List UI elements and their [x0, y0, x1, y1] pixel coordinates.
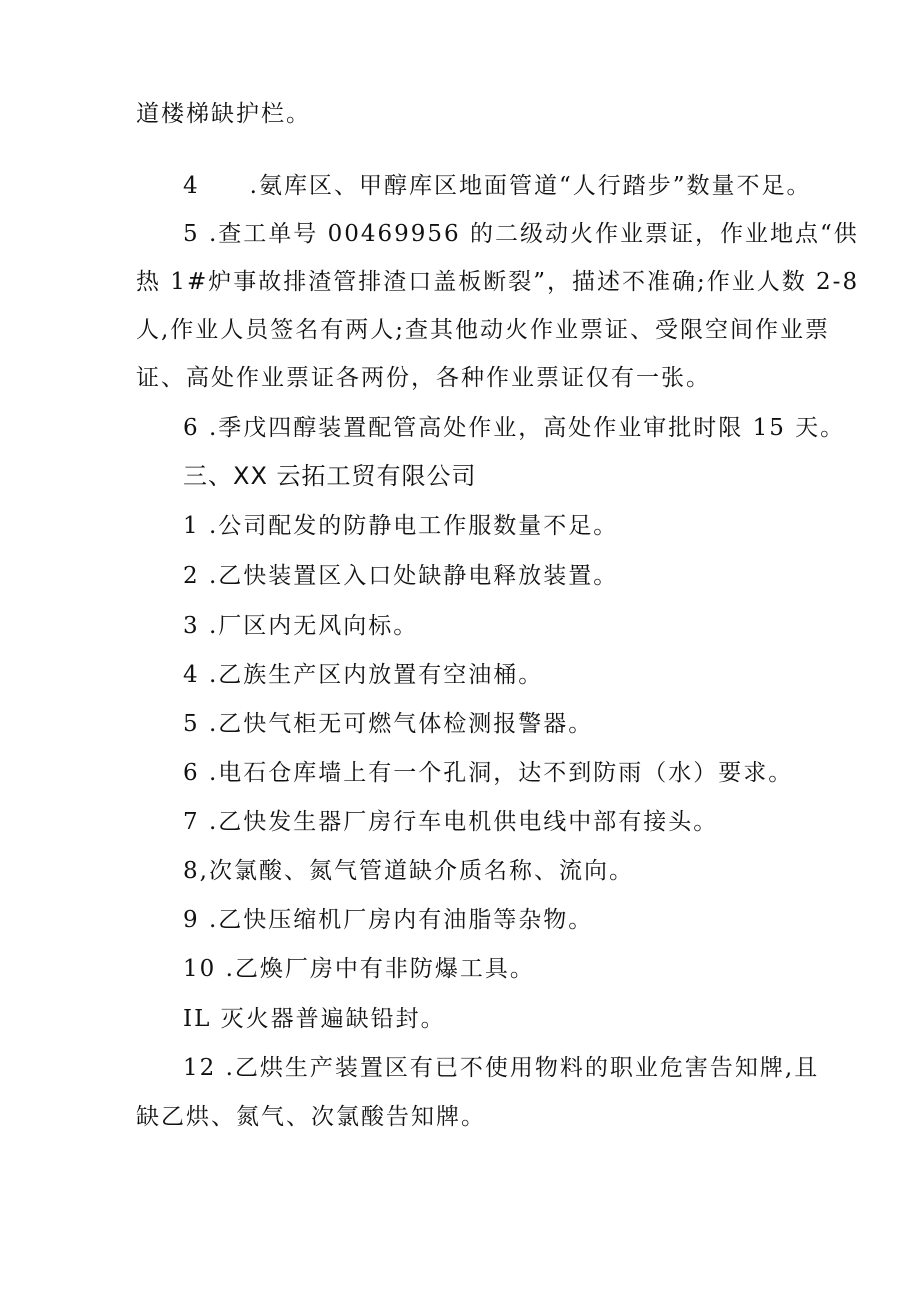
text-line: 10 .乙煥厂房中有非防爆工具。: [183, 956, 535, 982]
text-line: 7 .乙快发生器厂房行车电机供电线中部有接头。: [183, 809, 719, 835]
text-line: IL 灭火器普遍缺铅封。: [183, 1006, 446, 1032]
text-line: 热 1#炉事故排渣管排渣口盖板断裂”，描述不准确;作业人数 2-8: [136, 269, 860, 295]
text-line: 9 .乙快压缩机厂房内有油脂等杂物。: [183, 907, 594, 933]
text-line: 缺乙烘、氮气、次氯酸告知牌。: [136, 1104, 486, 1130]
text-line: 道楼梯缺护栏。: [136, 101, 311, 127]
text-line: 8,次氯酸、氮气管道缺介质名称、流向。: [183, 858, 634, 884]
text-line: 6 .季戊四醇装置配管高处作业，高处作业审批时限 15 天。: [183, 415, 846, 441]
text-line: 5 .查工单号 00469956 的二级动火作业票证，作业地点“供: [183, 221, 859, 247]
text-line: 5 .乙快气柜无可燃气体检测报警器。: [183, 711, 594, 737]
text-line: 人,作业人员签名有两人;查其他动火作业票证、受限空间作业票: [136, 317, 831, 343]
text-line: 4 .氨库区、甲醇库区地面管道“人行踏步”数量不足。: [183, 173, 812, 199]
text-line: 2 .乙快装置区入口处缺静电释放装置。: [183, 563, 619, 589]
text-line: 1 .公司配发的防静电工作服数量不足。: [183, 513, 619, 539]
text-line: 3 .厂区内无风向标。: [183, 613, 419, 639]
text-line: 证、高处作业票证各两份，各种作业票证仅有一张。: [136, 365, 711, 391]
text-line: 6 .电石仓库墙上有一个孔洞，达不到防雨（水）要求。: [183, 760, 794, 786]
text-line: 12 .乙烘生产装置区有已不使用物料的职业危害告知牌,且: [183, 1055, 820, 1081]
text-line: 4 .乙族生产区内放置有空油桶。: [183, 662, 544, 688]
section-heading: 三、XX 云拓工贸有限公司: [183, 462, 477, 490]
